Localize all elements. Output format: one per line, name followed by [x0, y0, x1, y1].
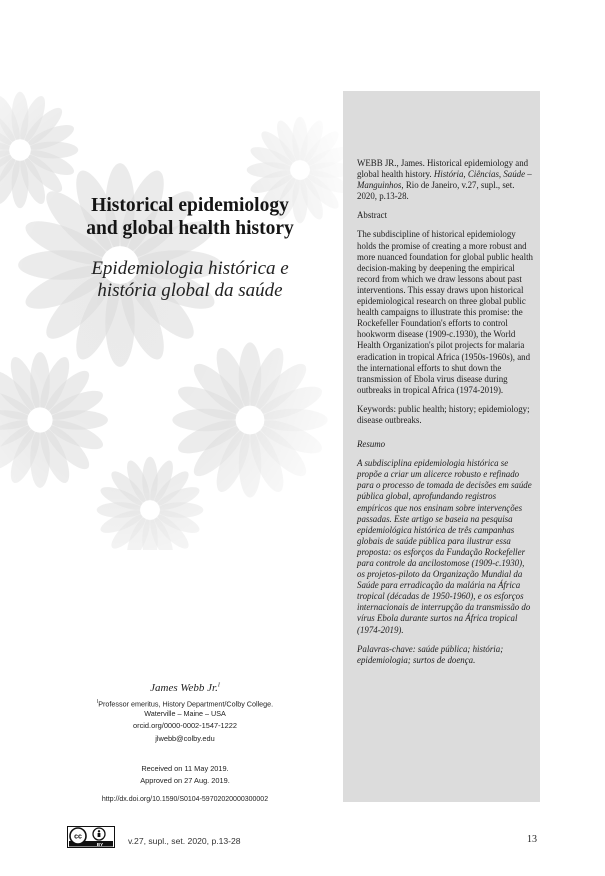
citation-journal: História, Ciências, Saúde – Manguinhos [357, 169, 532, 191]
author-name: James Webb Jr.$^I$ [150, 682, 220, 694]
title-pt-line2: história global da saúde [97, 280, 283, 301]
received-date: Received on 11 May 2019. [141, 764, 229, 773]
citation-details: , Rio de Janeiro, v.27, supl., set. 2020, p.13-28. [357, 180, 515, 202]
approved-date: Approved on 27 Aug. 2019. [140, 776, 230, 785]
abstract-keywords: Keywords: public health; history; epidemiology; disease outbreaks. [357, 403, 530, 425]
resumo-keywords: Palavras-chave: saúde pública; história; epidemiologia; surtos de doença. [357, 643, 504, 665]
author-affiliation: $^I$Professor emeritus, History Department/Colby College. [96, 699, 274, 709]
citation [357, 158, 533, 202]
title-en-line1: Historical epidemiology [91, 195, 289, 216]
doi-link[interactable]: http://dx.doi.org/10.1590/S0104-59702020000300002 [101, 796, 269, 803]
author-location: Waterville – Maine – USA [144, 709, 226, 719]
title-en-line2: and global health history [86, 218, 294, 239]
page-number: 13 [527, 834, 537, 845]
cc-by-license-badge[interactable] [67, 826, 115, 848]
resumo-heading: Resumo [357, 439, 386, 450]
footer-issue-info: v.27, supl., set. 2020, p.13-28 [128, 836, 241, 846]
svg-text:cc: cc [74, 833, 82, 841]
author-marker: I [217, 682, 220, 689]
author-block [70, 682, 300, 745]
abstract-body: The subdiscipline of historical epidemiology holds the promise of creating a more robust and more nuanced foundation for global public health decision-making by deepening the empirical record from which we draw lessons about past interventions. This essay draws upon historical epidemiological research on three global public health campaigns to illustrate this promise: the Rockefeller Foundation's efforts to control hookworm disease (1909-c.1930), the World Health Organization's pilot projects for malaria eradication in tropical Africa (1950s-1960s), and the international efforts to shut down the transmission of Ebola virus disease during outbreaks in tropical Africa (1974-2019). [357, 229, 533, 395]
submission-dates [70, 763, 300, 787]
abstract-heading: Abstract [357, 210, 388, 221]
article-title-english [40, 194, 340, 240]
citation-text: WEBB JR., James. Historical epidemiology and global health history. [357, 158, 529, 180]
abstract-sidebar [343, 91, 540, 802]
resumo-body: A subdisciplina epidemiologia histórica se propõe a criar um alicerce robusto e refinado para o processo de tomada de decisões em saúde pública global, aprofundando registros empíricos que nos ensinam sobre intervenções passadas. Este artigo se baseia na pesquisa epidemiológica histórica de três campanhas globais de saúde pública para ilustrar essa proposta: os esforços da Fundação Rockefeller para controle da ancilostomose (1909-c.1930), os projetos-piloto da Organização Mundial da Saúde para erradicação da malária na África tropical (décadas de 1950-1960), e os esforços internacionais de interrupção da transmissão do vírus Ebola durante surtos na África tropical (1974-2019). [357, 458, 532, 635]
article-title-portuguese [40, 258, 340, 302]
author-email[interactable]: jlwebb@colby.edu [155, 734, 215, 744]
title-pt-line1: Epidemiologia histórica e [91, 258, 289, 279]
svg-text:BY: BY [96, 842, 104, 847]
decorative-rosette-ornament [0, 90, 345, 550]
author-orcid[interactable]: orcid.org/0000-0002-1547-1222 [133, 721, 237, 731]
